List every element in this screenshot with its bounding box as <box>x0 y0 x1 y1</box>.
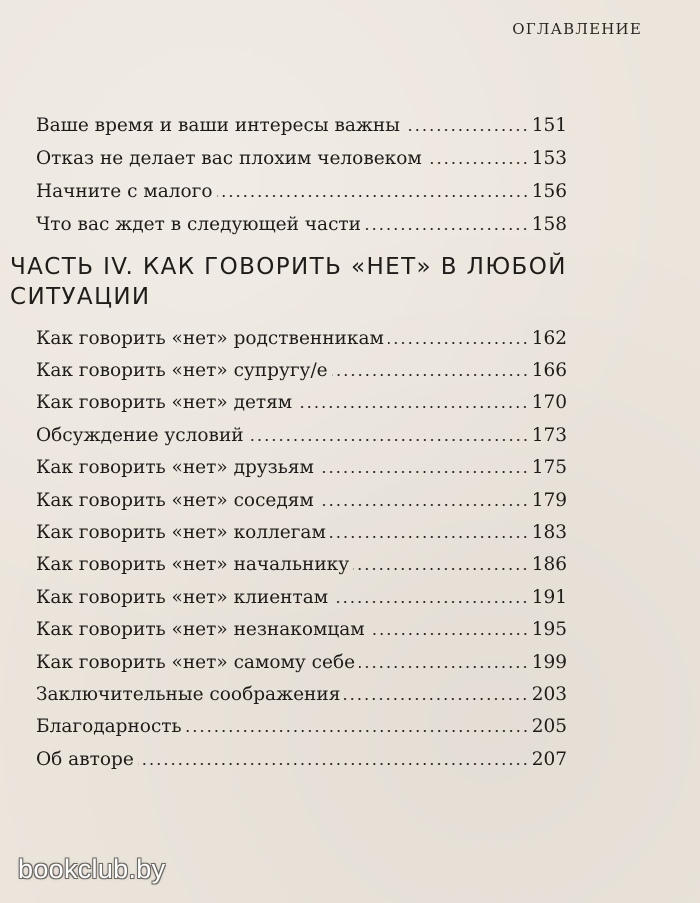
toc-entry-page: 186 <box>531 553 567 575</box>
toc-entry <box>36 639 567 672</box>
toc-entry-page: 199 <box>531 651 567 673</box>
toc-entry <box>36 201 567 234</box>
dot-leader <box>332 601 529 603</box>
dot-leader <box>332 374 529 376</box>
toc-entry-title: Как говорить «нет» самому себе <box>36 651 356 673</box>
dot-leader <box>365 228 529 230</box>
toc-entry-title: Благодарность <box>36 715 182 737</box>
toc-entry-title: Как говорить «нет» незнакомцам <box>36 618 365 640</box>
toc-entry <box>36 671 567 704</box>
toc-entry-title: Как говорить «нет» клиентам <box>36 586 329 608</box>
running-head: ОГЛАВЛЕНИЕ <box>512 20 642 38</box>
toc-entry-page: 170 <box>531 391 567 413</box>
toc-entry-title: Отказ не делает вас плохим человеком <box>36 147 422 169</box>
toc-entry-page: 179 <box>531 489 567 511</box>
toc-entry <box>36 509 567 542</box>
toc-entry <box>36 168 567 201</box>
toc-entry-page: 158 <box>531 213 567 235</box>
dot-leader <box>353 568 529 570</box>
dot-leader <box>330 536 529 538</box>
dot-leader <box>138 763 529 765</box>
part-heading-line: СИТУАЦИИ <box>10 284 151 310</box>
toc-entry-title: Как говорить «нет» родственникам <box>36 327 384 349</box>
toc-entry-title: Об авторе <box>36 748 134 770</box>
toc-entry <box>36 541 567 574</box>
toc-entry-page: 195 <box>531 618 567 640</box>
toc-entry <box>36 412 567 445</box>
dot-leader <box>296 406 528 408</box>
toc-entry-page: 203 <box>531 683 567 705</box>
toc-entry-title: Как говорить «нет» начальнику <box>36 553 350 575</box>
toc-entry <box>36 379 567 412</box>
toc-entry-title: Обсуждение условий <box>36 424 244 446</box>
toc-entry-title: Начните с малого <box>36 180 213 202</box>
toc-entry-page: 175 <box>531 456 567 478</box>
toc-entry-title: Как говорить «нет» соседям <box>36 489 314 511</box>
dot-leader <box>426 162 529 164</box>
dot-leader <box>186 730 529 732</box>
toc-entry-page: 173 <box>531 424 567 446</box>
toc-entry <box>36 703 567 736</box>
dot-leader <box>359 666 529 668</box>
toc-entry-page: 191 <box>531 586 567 608</box>
dot-leader <box>318 471 529 473</box>
toc-entry-page: 166 <box>531 359 567 381</box>
toc-entry <box>36 574 567 607</box>
part-heading <box>10 252 570 312</box>
toc-entry-title: Как говорить «нет» детям <box>36 391 293 413</box>
toc-entry <box>36 315 567 348</box>
toc-entry <box>36 102 567 135</box>
toc-entry-page: 183 <box>531 521 567 543</box>
site-watermark: bookclub.by <box>18 854 166 884</box>
dot-leader <box>388 342 529 344</box>
toc-entry <box>36 135 567 168</box>
toc-entry-page: 205 <box>531 715 567 737</box>
toc-entry <box>36 477 567 510</box>
toc-entry <box>36 347 567 380</box>
toc-entry-page: 207 <box>531 748 567 770</box>
dot-leader <box>217 195 529 197</box>
toc-entry-title: Что вас ждет в следующей части <box>36 213 361 235</box>
dot-leader <box>404 129 529 131</box>
toc-entry-page: 153 <box>531 147 567 169</box>
toc-entry-title: Ваше время и ваши интересы важны <box>36 114 400 136</box>
dot-leader <box>248 439 529 441</box>
dot-leader <box>318 504 529 506</box>
toc-entry <box>36 444 567 477</box>
part-heading-line: ЧАСТЬ IV. КАК ГОВОРИТЬ «НЕТ» В ЛЮБОЙ <box>10 254 567 280</box>
dot-leader <box>369 633 529 635</box>
toc-entry-page: 156 <box>531 180 567 202</box>
toc-entry <box>36 606 567 639</box>
dot-leader <box>344 698 528 700</box>
toc-entry-page: 162 <box>531 327 567 349</box>
toc-entry <box>36 736 567 769</box>
toc-entry-title: Как говорить «нет» супругу/е <box>36 359 328 381</box>
toc-entry-title: Заключительные соображения <box>36 683 341 705</box>
toc-entry-title: Как говорить «нет» коллегам <box>36 521 326 543</box>
toc-entry-title: Как говорить «нет» друзьям <box>36 456 314 478</box>
toc-entry-page: 151 <box>531 114 567 136</box>
